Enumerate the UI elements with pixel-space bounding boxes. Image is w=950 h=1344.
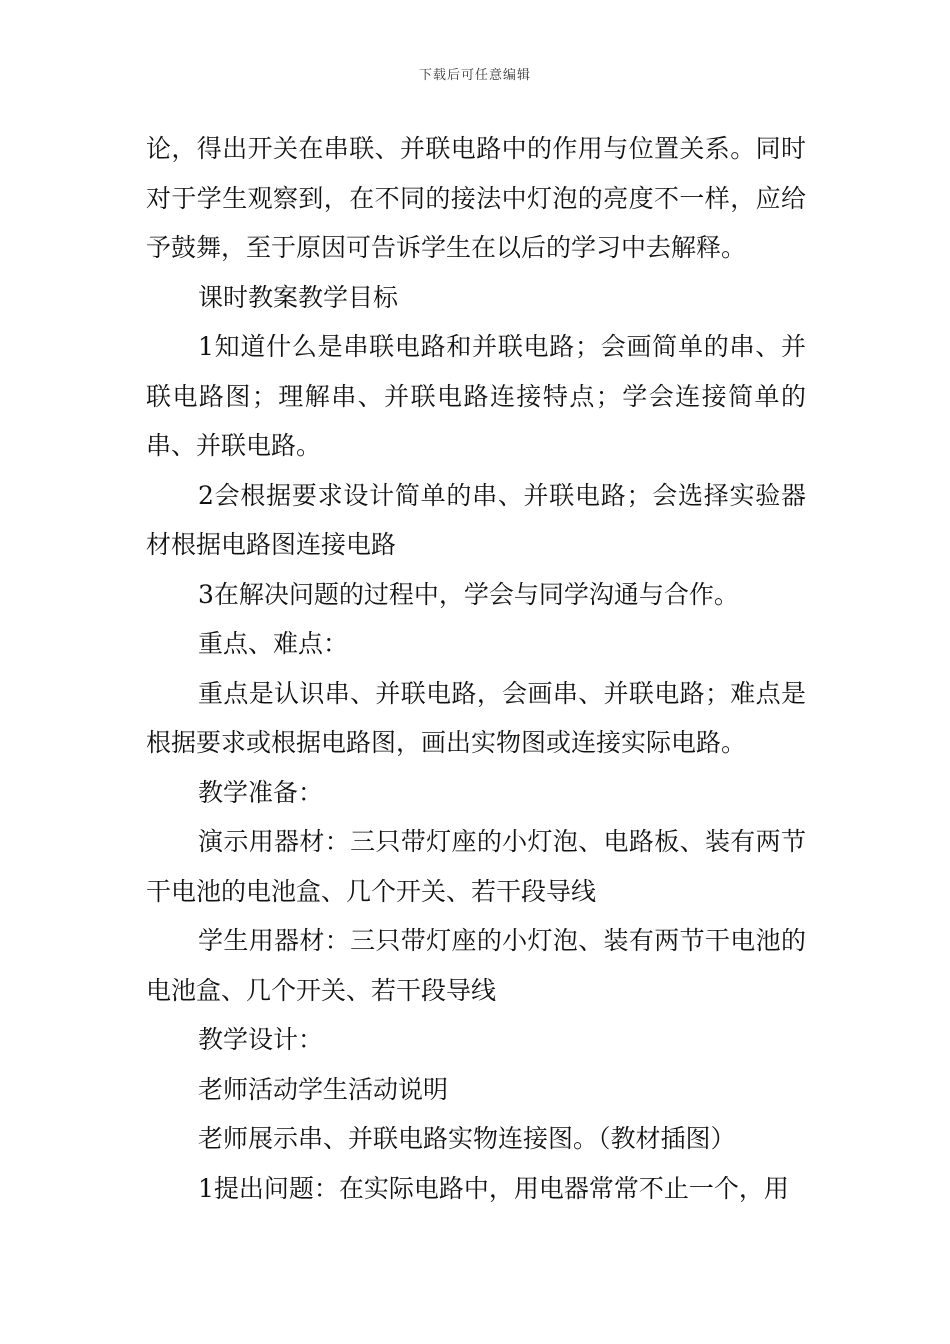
paragraph-14: 1提出问题：在实际电路中，用电器常常不止一个，用 [198, 1173, 789, 1203]
paragraph-11: 教学设计： [198, 1025, 324, 1054]
paragraph-6: 重点、难点： [198, 629, 349, 658]
paragraph-1: 论，得出开关在串联、并联电路中的作用与位置关系。同时对于学生观察到，在不同的接法中灯泡的亮度不一样，应给予鼓舞，至于原因可告诉学生在以后的学习中去解释。 [146, 134, 806, 262]
paragraph-2: 课时教案教学目标 [198, 282, 399, 312]
paragraph-9: 演示用器材：三只带灯座的小灯泡、电路板、装有两节干电池的电池盒、几个开关、若干段导线 [146, 827, 806, 906]
paragraph-5: 3在解决问题的过程中，学会与同学沟通与合作。 [198, 579, 739, 609]
paragraph-8: 教学准备： [198, 777, 324, 807]
paragraph-4: 2会根据要求设计简单的串、并联电路；会选择实验器材根据电路图连接电路 [146, 480, 806, 559]
document-body [146, 124, 806, 1213]
paragraph-12: 老师活动学生活动说明 [198, 1074, 449, 1104]
paragraph-13: 老师展示串、并联电路实物连接图。（教材插图） [198, 1124, 736, 1153]
paragraph-7: 重点是认识串、并联电路，会画串、并联电路；难点是根据要求或根据电路图，画出实物图或连接实际电路。 [146, 678, 806, 757]
paragraph-3: 1知道什么是串联电路和并联电路；会画简单的串、并联电路图；理解串、并联电路连接特点；学会连接简单的串、并联电路。 [146, 332, 806, 460]
paragraph-10: 学生用器材：三只带灯座的小灯泡、装有两节干电池的电池盒、几个开关、若干段导线 [146, 926, 806, 1005]
page-header: 下载后可任意编辑 [418, 68, 531, 83]
